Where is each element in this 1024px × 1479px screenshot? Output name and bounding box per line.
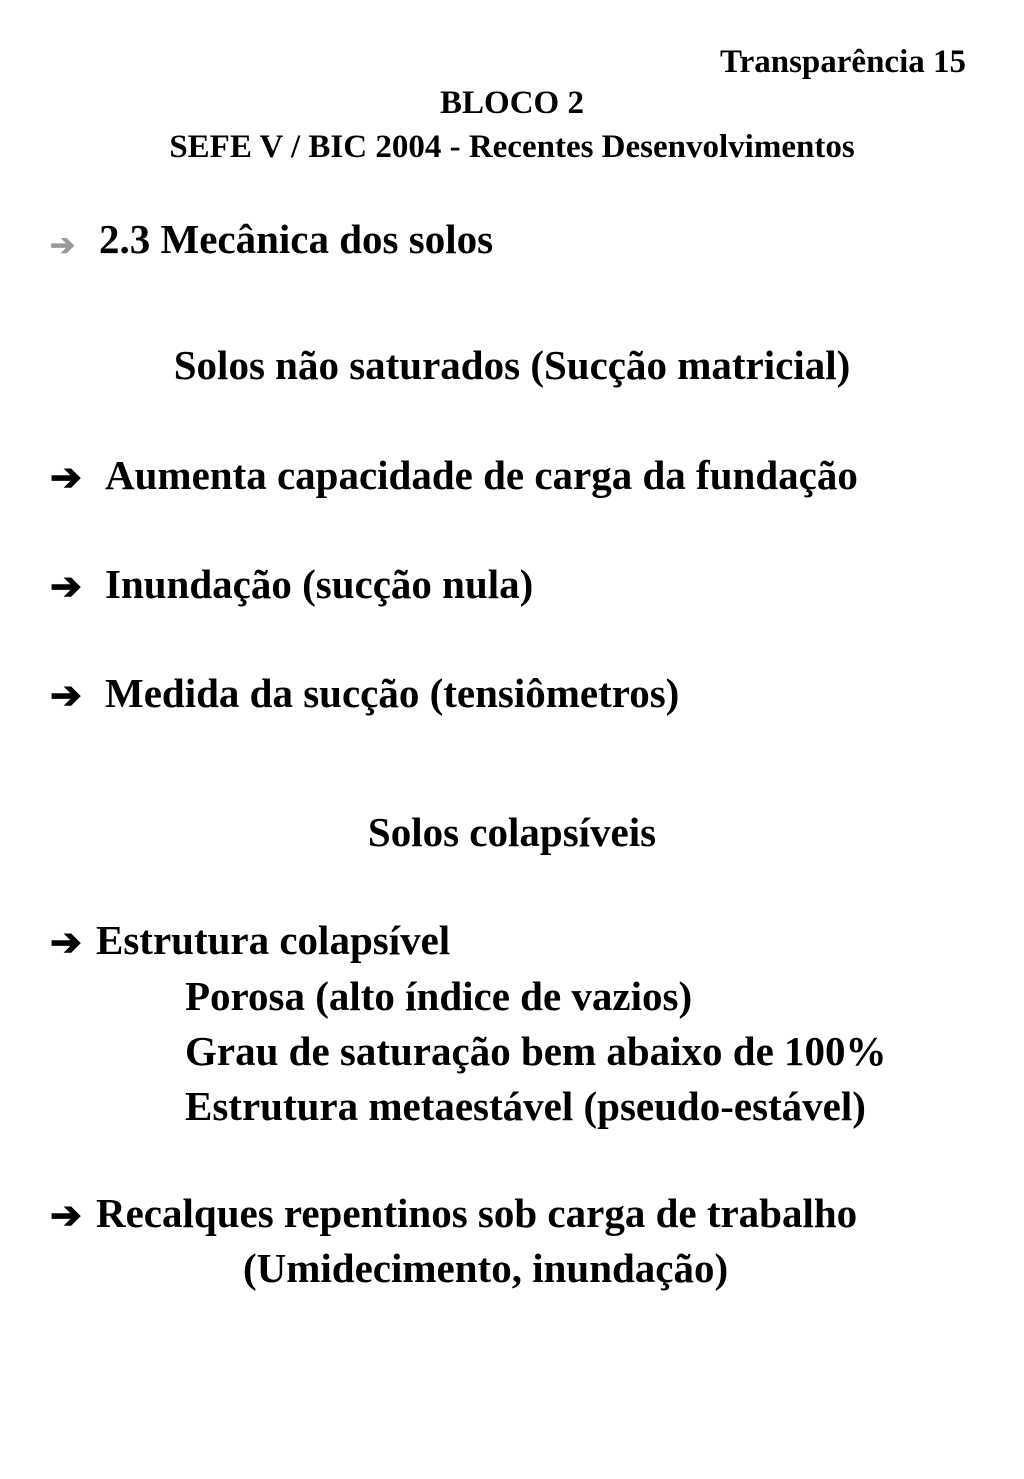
bullet-suction-measurement: Medida da sucção (tensiômetros) bbox=[105, 670, 680, 716]
bullet-bearing-capacity: Aumenta capacidade de carga da fundação bbox=[105, 452, 858, 498]
bullet-sudden-settlement: Recalques repentinos sob carga de trabalho bbox=[96, 1190, 858, 1236]
arrow-right-icon: ➔ bbox=[50, 675, 82, 717]
subitem-saturation-degree: Grau de saturação bem abaixo de 100% bbox=[185, 1028, 887, 1074]
subitem-porous: Porosa (alto índice de vazios) bbox=[185, 973, 693, 1019]
arrow-right-icon: ➔ bbox=[50, 457, 82, 499]
arrow-right-icon: ➔ bbox=[50, 229, 76, 262]
slide-subtitle: SEFE V / BIC 2004 - Recentes Desenvolvimentos bbox=[169, 129, 855, 165]
slide-number: Transparência 15 bbox=[720, 44, 966, 80]
bullet-flooding: Inundação (sucção nula) bbox=[105, 561, 534, 607]
arrow-right-icon: ➔ bbox=[50, 1195, 82, 1237]
subitem-metastable-structure: Estrutura metaestável (pseudo-estável) bbox=[185, 1083, 866, 1129]
arrow-right-icon: ➔ bbox=[50, 922, 82, 964]
arrow-right-icon: ➔ bbox=[50, 566, 82, 608]
bullet-sudden-settlement-continuation: (Umidecimento, inundação) bbox=[243, 1245, 729, 1291]
section-title: 2.3 Mecânica dos solos bbox=[99, 216, 494, 262]
collapsible-soils-heading: Solos colapsíveis bbox=[367, 809, 657, 855]
unsaturated-soils-heading: Solos não saturados (Sucção matricial) bbox=[173, 342, 851, 388]
block-title: BLOCO 2 bbox=[440, 85, 584, 121]
bullet-collapsible-structure: Estrutura colapsível bbox=[96, 917, 451, 963]
